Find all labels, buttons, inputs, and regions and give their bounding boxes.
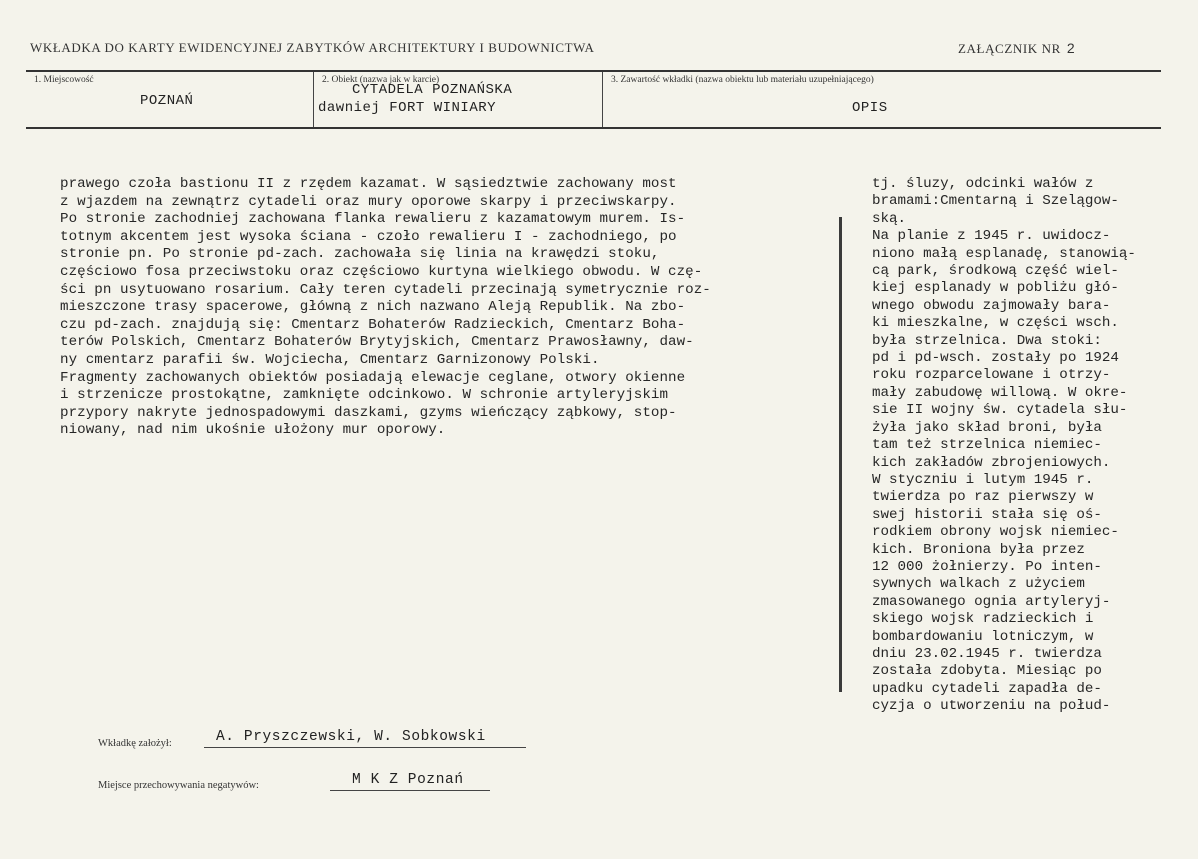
negatives-value: M K Z Poznań — [352, 772, 464, 788]
header-bottom-rule — [26, 127, 1161, 129]
annex-number: 2 — [1066, 40, 1076, 56]
object-label: 2. Obiekt (nazwa jak w karcie) — [322, 75, 440, 85]
description-right-column: tj. śluzy, odcinki wałów z bramami:Cmentarną i Szelągow- ską. Na planie z 1945 r. uwidocz- niono małą esplanadę, stanowią- cą park, środkową część wiel- kiej esplanady w pobliżu głó- wnego obwodu zajmowały bara- ki mieszkalne, w części wsch. była strzelnica. Dwa stoki: pd i pd-wsch. zostały po 1924 roku rozparcelowane i otrzy- mały zabudowę willową. W okre- sie II wojny św. cytadela słu- żyła jako skład broni, była tam też strzelnica niemiec- kich zakładów zbrojeniowych. W styczniu i lutym 1945 r. twierdza po raz pierwszy w swej historii stała się oś- rodkiem obrony wojsk niemiec- kich. Broniona była przez 12 000 żołnierzy. Po inten- sywnych walkach z użyciem zmasowanego ognia artyleryj- skiego wojsk radzieckich i bombardowaniu lotniczym, w dniu 23.02.1945 r. twierdza została zdobyta. Miesiąc po upadku cytadeli zapadła de- cyzja o utworzeniu na połud- — [872, 176, 1136, 715]
document-title: WKŁADKA DO KARTY EWIDENCYJNEJ ZABYTKÓW ARCHITEKTURY I BUDOWNICTWA — [30, 40, 595, 55]
negatives-underline — [330, 790, 490, 791]
author-value: A. Pryszczewski, W. Sobkowski — [216, 729, 486, 745]
field-divider-1 — [313, 72, 314, 127]
locality-label: 1. Miejscowość — [34, 75, 94, 85]
contents-label: 3. Zawartość wkładki (nazwa obiektu lub materiału uzupełniającego) — [611, 75, 874, 85]
negatives-label: Miejsce przechowywania negatywów: — [98, 780, 259, 791]
field-divider-2 — [602, 72, 603, 127]
locality-value: POZNAŃ — [140, 93, 194, 109]
header-top-rule — [26, 70, 1161, 72]
description-left-column: prawego czoła bastionu II z rzędem kazamat. W sąsiedztwie zachowany most z wjazdem na zewnątrz cytadeli oraz mury oporowe skarpy i przeciwskarpy. Po stronie zachodniej zachowana flanka rewalieru z kazamatowym murem. Is- totnym akcentem jest wysoka ściana - czoło rewalieru I - zachodniego, po stronie pn. Po stronie pd-zach. zachowała się linia na krawędzi stoku, częściowo fosa przeciwstoku oraz częściowo kurtyna wielkiego obwodu. W czę- ści pn usytuowano rosarium. Cały teren cytadeli przecinają symetrycznie roz- mieszczone trasy spacerowe, główną z nich nazwano Aleją Republik. Na zbo- czu pd-zach. znajdują się: Cmentarz Bohaterów Radzieckich, Cmentarz Boha- terów Polskich, Cmentarz Bohaterów Brytyjskich, Cmentarz Prawosławny, daw- ny cmentarz parafii św. Wojciecha, Cmentarz Garnizonowy Polski. Fragmenty zachowanych obiektów posiadają elewacje ceglane, otwory okienne i strzenicze prostokątne, zamknięte odcinkowo. W schronie artyleryjskim przypory nakryte jednospadowymi daszkami, gzyms wieńczący ząbkowy, stop- niowany, nad nim ukośnie ułożony mur oporowy. — [60, 176, 711, 439]
author-underline — [204, 747, 526, 748]
annex-label — [958, 40, 1075, 57]
annex-label-text: ZAŁĄCZNIK NR — [958, 41, 1061, 56]
object-value-line1: CYTADELA POZNAŃSKA — [352, 82, 513, 98]
author-label: Wkładkę założył: — [98, 738, 172, 749]
column-divider — [839, 217, 842, 692]
object-value-line2: dawniej FORT WINIARY — [318, 100, 497, 116]
contents-value: OPIS — [852, 100, 888, 116]
